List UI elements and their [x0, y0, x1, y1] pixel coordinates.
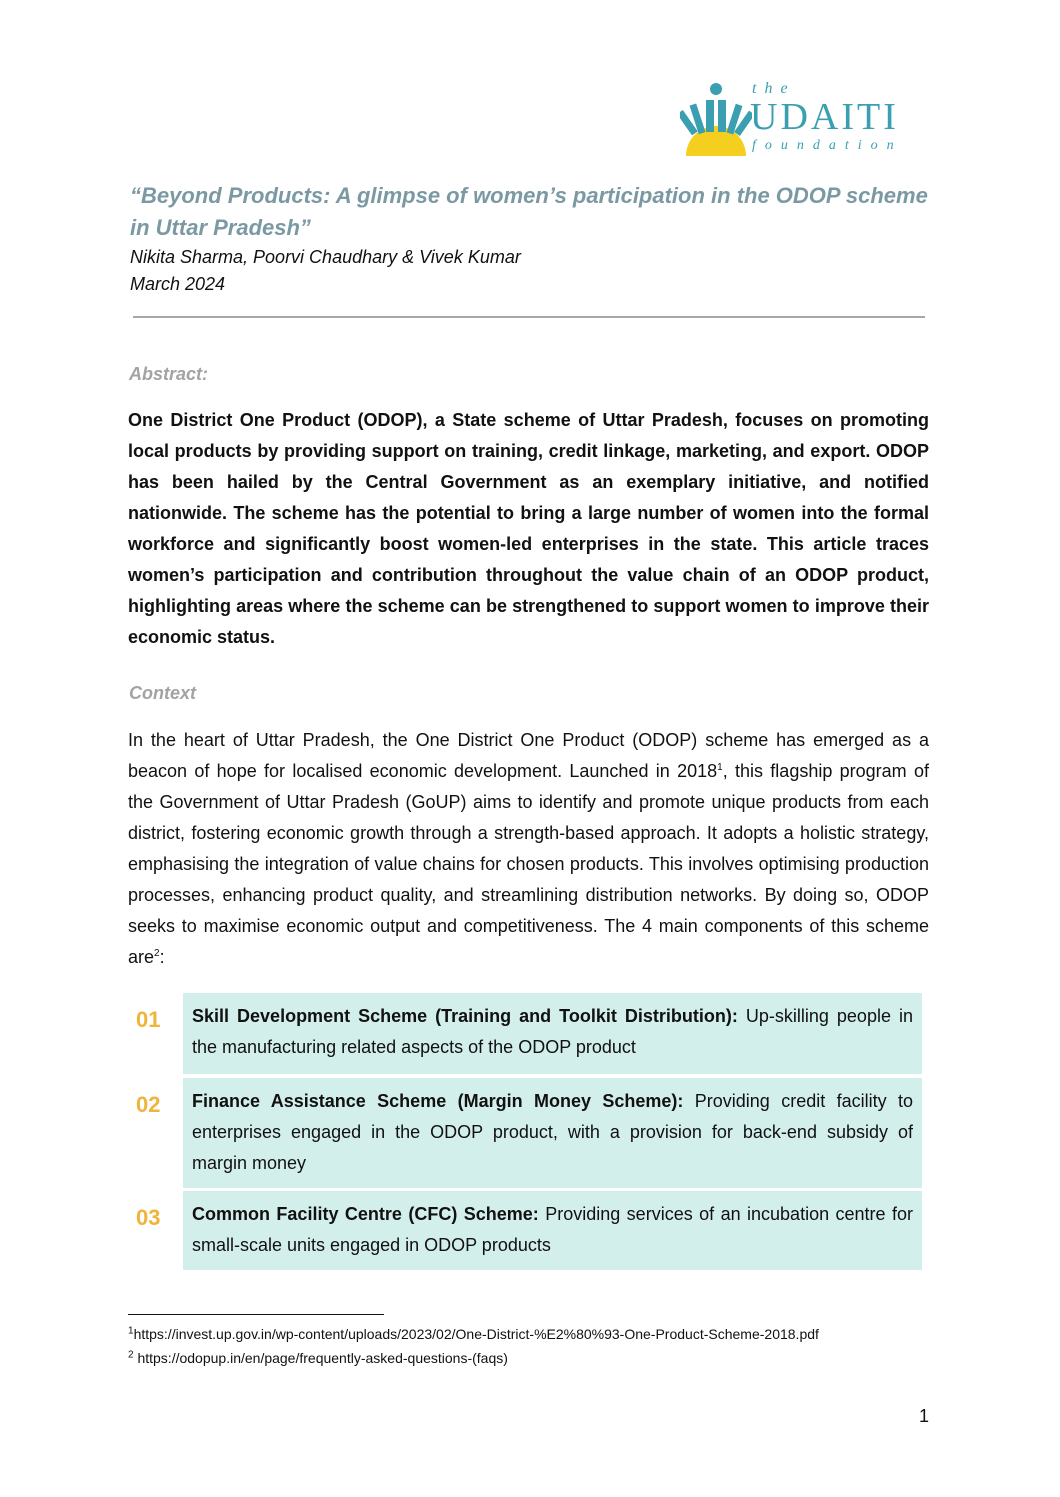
- footnote-mark: 2: [128, 1349, 134, 1361]
- component-description: Up-skilling people in the manufacturing related aspects of the ODOP product: [192, 1006, 913, 1057]
- footnote-link[interactable]: https://odopup.in/en/page/frequently-asked-questions-(faqs): [133, 1350, 508, 1366]
- component-item: [130, 1191, 922, 1270]
- component-number: 03: [136, 1205, 161, 1230]
- component-box: [183, 993, 922, 1074]
- footnote-ref-2[interactable]: 2: [154, 948, 160, 959]
- component-number: 01: [136, 1007, 161, 1032]
- context-text-a: In the heart of Uttar Pradesh, the One District One Product (ODOP) scheme has emerged as a beacon of hope for localised economic development. Launched in 2018: [128, 730, 929, 781]
- component-item: [130, 993, 922, 1074]
- logo-name: UDAITI: [750, 96, 899, 138]
- component-description: Providing credit facility to enterprises engaged in the ODOP product, with a provision for back-end subsidy of margin money: [192, 1091, 913, 1173]
- logo-top-text: the: [752, 80, 796, 97]
- context-paragraph: [128, 725, 929, 973]
- abstract-text: One District One Product (ODOP), a State scheme of Uttar Pradesh, focuses on promoting local products by providing support on training, credit linkage, marketing, and export. ODOP has been hailed by the Central Government as an exemplary initiative, and notified nationwide. The scheme has the potential to bring a large number of women into the formal workforce and significantly boost women-led enterprises in the state. This article traces women’s participation and contribution throughout the value chain of an ODOP product, highlighting areas where the scheme can be strengthened to support women to improve their economic status.: [128, 410, 929, 647]
- publication-date: March 2024: [130, 274, 226, 294]
- footnote-divider: [128, 1314, 384, 1315]
- component-item: [130, 1078, 922, 1188]
- context-heading: Context: [129, 683, 196, 703]
- component-title: Common Facility Centre (CFC) Scheme:: [192, 1204, 539, 1224]
- footnote-1: [128, 1326, 819, 1342]
- footnote-ref-1[interactable]: 1: [717, 762, 723, 773]
- logo-emblem-icon: [680, 80, 752, 160]
- context-text-c: :: [159, 947, 165, 967]
- footnote-mark: 1: [128, 1325, 134, 1337]
- component-description: Providing services of an incubation centre for small-scale units engaged in ODOP products: [192, 1204, 913, 1255]
- component-box: [183, 1191, 922, 1270]
- component-title: Finance Assistance Scheme (Margin Money Scheme):: [192, 1091, 684, 1111]
- page-number: 1: [919, 1406, 930, 1426]
- footnote-2: [128, 1350, 508, 1366]
- title-divider: [133, 316, 925, 318]
- document-title: “Beyond Products: A glimpse of women’s participation in the ODOP scheme in Uttar Pradesh”: [130, 183, 928, 240]
- footnote-link[interactable]: https://invest.up.gov.in/wp-content/uploads/2023/02/One-District-%E2%80%93-One-Product-Scheme-2018.pdf: [133, 1326, 819, 1342]
- authors: Nikita Sharma, Poorvi Chaudhary & Vivek Kumar: [130, 247, 521, 267]
- logo-sub-text: foundation: [752, 138, 903, 153]
- abstract-heading: Abstract:: [129, 364, 209, 384]
- component-number: 02: [136, 1092, 161, 1117]
- component-box: [183, 1078, 922, 1188]
- context-text-b: , this flagship program of the Government of Uttar Pradesh (GoUP) aims to identify and promote unique products from each district, fostering economic growth through a strength-based approach. It adopts a holistic strategy, emphasising the integration of value chains for chosen products. This involves optimising production processes, enhancing product quality, and streamlining distribution networks. By doing so, ODOP seeks to maximise economic output and competitiveness. The 4 main components of this scheme are: [128, 761, 929, 967]
- component-title: Skill Development Scheme (Training and Toolkit Distribution):: [192, 1006, 738, 1026]
